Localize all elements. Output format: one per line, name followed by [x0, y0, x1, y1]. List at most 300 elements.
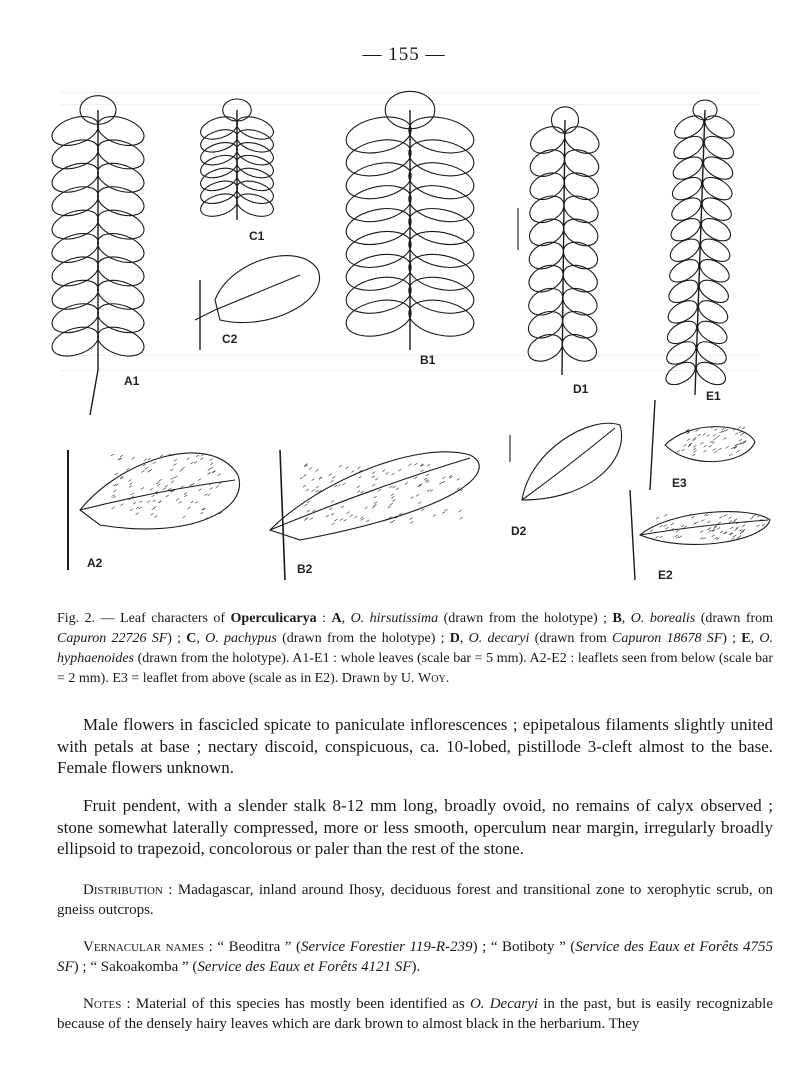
leaflet-b2-hair — [382, 470, 385, 472]
leaflet-e2-hair — [700, 531, 703, 533]
leaflet-b2-hair — [439, 482, 442, 484]
leaf-e1-leaflet — [669, 173, 706, 205]
leaflet-a2-hair — [148, 458, 151, 460]
leaflet-e2-hair — [750, 517, 753, 519]
leaf-a1-leaflet — [94, 298, 148, 338]
leaflet-e2-hair — [707, 528, 710, 530]
leaflet-b2-hair — [351, 470, 354, 472]
leaflet-b2-hair — [307, 510, 310, 512]
leaflet-b2-hair — [365, 507, 368, 509]
leaflet-e2-hair — [664, 525, 667, 527]
leaflet-e3-hair — [722, 428, 725, 430]
caption-species-c: O. pachypus — [205, 631, 277, 646]
leaflet-a2-hair — [126, 468, 129, 470]
leaflet-a2-hair — [170, 469, 173, 471]
leaflet-b2-hair — [361, 518, 364, 520]
vernacular-text-1: : “ Beoditra ” ( — [204, 939, 302, 955]
leaflet-b2-hair — [372, 484, 375, 486]
leaf-a1-leaflet — [94, 228, 148, 268]
leaflet-a2-hair — [151, 513, 154, 515]
leaf-e1-leaflet — [665, 276, 702, 308]
leaf-a1-leaflet — [94, 158, 148, 198]
leaflet-e3-hair — [712, 442, 715, 444]
leaflet-a2-hair — [113, 496, 116, 498]
leaflet-e3-hair — [704, 445, 707, 447]
leaflet-b2-hair — [366, 520, 369, 522]
leaflet-e2-hair — [650, 530, 653, 532]
leaflet-a2-hair — [166, 495, 169, 497]
leaf-a1-leaflet — [94, 252, 148, 292]
leaflet-e2-hair — [733, 535, 736, 537]
leaflet-b2-hair — [396, 488, 399, 490]
label-e3: E3 — [672, 476, 687, 490]
leaflet-b2-hair — [303, 485, 306, 487]
vernacular-text-3: ) ; “ Sakoakomba ” ( — [73, 959, 198, 975]
caption-species-a: O. hirsutissima — [350, 611, 439, 626]
notes-species: O. Decaryi — [469, 996, 539, 1012]
leaf-a1-leaflet — [48, 275, 102, 315]
leaflet-a2-hair — [144, 459, 147, 461]
figure-caption: Fig. 2. — Leaf characters of Operculicarya : A, O. hirsutissima (drawn from the holotype) ; B, O. borealis (drawn from Capuron 22726 SF) ; C, O. pachypus (drawn from the holotype) ; D, O. decaryi (drawn from Capuron 18678 SF) ; E, O. hyphaenoides (drawn from the holotype). A1-E1 : whole leaves (scale bar = 5 mm). A2-E2 : leaflets seen from below (scale bar = 2 mm). E3 = leaflet from above (scale as in E2). Drawn by U. Woy. — [57, 611, 774, 686]
leaflet-e2-rachis — [630, 490, 635, 580]
leaf-a1-leaflet — [94, 135, 148, 175]
leaflet-a2-hair — [116, 484, 119, 486]
leaf-a1-leaflet — [48, 181, 102, 221]
leaflet-a2-hair — [147, 501, 150, 503]
leaflet-a2-hair — [216, 486, 219, 488]
leaflet-a2-hair — [141, 471, 144, 473]
label-c1: C1 — [249, 229, 265, 243]
leaflet-b2-hair — [392, 500, 395, 502]
leaflet-a2-hair — [129, 479, 132, 481]
leaflet-e3-hair — [713, 438, 716, 440]
leaflet-e2-hair — [701, 519, 704, 521]
leaflet-a2-hair — [200, 458, 203, 460]
leaflet-b2-hair — [410, 521, 413, 523]
leaflet-b2-hair — [391, 494, 394, 496]
leaflet-a2-hair — [141, 487, 144, 489]
leaflet-e3-hair — [729, 454, 732, 456]
leaf-a1-leaflet — [94, 205, 148, 245]
leaflet-e2-hair — [691, 516, 694, 518]
leaflet-b2-hair — [460, 517, 463, 519]
leaflet-b2-hair — [329, 508, 332, 510]
leaf-a1-leaflet — [48, 135, 102, 175]
leaflet-e2-hair — [717, 528, 720, 530]
leaflet-b2-hair — [410, 518, 413, 520]
leaflet-e2-hair — [664, 514, 667, 516]
leaflet-b2-hair — [304, 504, 307, 506]
leaflet-b2-midrib — [270, 458, 470, 530]
caption-species-e: O. hyphaenoides — [57, 631, 773, 666]
leaflet-e3-hair — [714, 451, 717, 453]
leaflet-a2-hair — [171, 481, 174, 483]
caption-key-d: D — [449, 631, 460, 646]
leaflet-e3-hair — [693, 445, 696, 447]
leaflet-e3-hair — [719, 448, 722, 450]
leaflet-b2-hair — [393, 486, 396, 488]
leaflet-a2-hair — [163, 488, 166, 490]
leaflet-a2-hair — [204, 494, 207, 496]
leaf-e1-leaflet — [667, 214, 704, 246]
leaflet-a2-hair — [154, 516, 157, 518]
distribution-heading: Distribution — [83, 882, 163, 898]
leaflet-b2-hair — [390, 486, 393, 488]
leaf-a1-petiole — [90, 370, 98, 415]
leaflet-b2-hair — [350, 515, 353, 517]
paragraph-notes — [57, 994, 773, 1034]
leaflet-a2-hair — [210, 463, 213, 465]
leaflet-e3-hair — [692, 454, 695, 456]
leaflet-a2-hair — [200, 512, 203, 514]
leaflet-b2-rachis — [280, 450, 285, 580]
leaflet-a2-hair — [159, 479, 162, 481]
leaflet-a2-hair — [153, 507, 156, 509]
leaflet-b2-hair — [390, 503, 393, 505]
leaflet-e3-hair — [709, 445, 712, 447]
leaflet-e3-hair — [710, 441, 713, 443]
leaflet-a2-hair — [111, 454, 114, 456]
leaflet-b2-hair — [411, 497, 414, 499]
leaflet-b2-hair — [330, 480, 333, 482]
leaflet-b2-hair — [316, 486, 319, 488]
leaflet-e2-hair — [695, 522, 698, 524]
page-number: — 155 — — [362, 44, 446, 65]
leaflet-b2-hair — [316, 490, 319, 492]
leaflet-b2-hair — [442, 512, 445, 514]
leaflet-b2-hair — [427, 490, 430, 492]
leaflet-e2-hair — [676, 536, 679, 538]
leaflet-b2-hair — [375, 478, 378, 480]
leaflet-a2-hair — [184, 493, 187, 495]
leaflet-e2-hair — [681, 525, 684, 527]
leaflet-a2-hair — [153, 462, 156, 464]
caption-artist: Woy — [418, 671, 446, 686]
leaflet-e2-hair — [731, 538, 734, 540]
leaflet-a2-hair — [207, 472, 210, 474]
leaflet-b2-hair — [306, 489, 309, 491]
leaflet-b2-hair — [341, 506, 344, 508]
leaflet-e2-hair — [704, 514, 707, 516]
leaflet-a2-hair — [132, 457, 135, 459]
leaflet-a2-hair — [176, 499, 179, 501]
leaflet-e2-hair — [671, 523, 674, 525]
leaflet-a2-hair — [112, 507, 115, 509]
notes-text-1: : Material of this species has mostly been identified as — [121, 996, 470, 1012]
leaflet-b2-hair — [309, 467, 312, 469]
label-a2: A2 — [87, 556, 103, 570]
leaf-e1-leaflet — [663, 337, 700, 369]
leaf-e1-leaflet — [667, 234, 704, 266]
leaflet-b2-hair — [457, 478, 460, 480]
leaflet-e2-hair — [762, 524, 765, 526]
leaflet-a2-hair — [149, 469, 152, 471]
leaflet-b2-hair — [418, 502, 421, 504]
leaflet-b2-hair — [408, 464, 411, 466]
leaflet-b2-hair — [340, 519, 343, 521]
leaflet-a2-hair — [165, 485, 168, 487]
leaflet-b2-hair — [405, 482, 408, 484]
leaflet-e2-blade — [640, 512, 770, 545]
leaflet-b2-hair — [414, 463, 417, 465]
caption-key-b: B — [612, 611, 622, 626]
leaf-e1-leaflet — [664, 296, 701, 328]
leaflet-a2-hair — [136, 507, 139, 509]
label-b2: B2 — [297, 562, 313, 576]
leaf-a1-leaflet — [48, 111, 102, 151]
leaflet-e2-hair — [734, 519, 737, 521]
leaflet-b2-hair — [359, 476, 362, 478]
leaflet-e2-hair — [752, 515, 755, 517]
leaflet-a2-hair — [152, 495, 155, 497]
leaflet-e3-hair — [684, 444, 687, 446]
leaflet-b2-hair — [374, 502, 377, 504]
leaflet-b2-hair — [326, 515, 329, 517]
leaflet-b2-hair — [303, 474, 306, 476]
leaflet-a2-hair — [174, 459, 177, 461]
leaflet-a2-hair — [139, 501, 142, 503]
leaflet-a2-hair — [129, 483, 132, 485]
leaflet-a2-midrib — [80, 480, 235, 510]
leaflet-b2-hair — [425, 480, 428, 482]
leaflet-e2-hair — [706, 514, 709, 516]
label-d1: D1 — [573, 382, 589, 396]
leaflet-c2-midrib — [195, 275, 300, 320]
leaflet-e3-hair — [713, 434, 716, 436]
leaflet-a2-hair — [112, 495, 115, 497]
leaflet-a2-hair — [191, 501, 194, 503]
leaflet-e3-hair — [682, 449, 685, 451]
leaflet-b2-hair — [312, 479, 315, 481]
leaf-e1-leaflet — [668, 193, 705, 225]
leaflet-a2-hair — [210, 458, 213, 460]
leaflet-e2-hair — [757, 525, 760, 527]
leaflet-e3-hair — [695, 430, 698, 432]
caption-prefix: Fig. 2. — Leaf characters of — [57, 611, 231, 626]
leaf-a1-leaflet — [48, 228, 102, 268]
leaflet-a2-hair — [218, 474, 221, 476]
leaflet-b2-hair — [374, 496, 377, 498]
leaf-a1-leaflet — [48, 298, 102, 338]
leaflet-e2-hair — [718, 522, 721, 524]
paragraph-vernacular-names — [57, 937, 773, 977]
label-a1: A1 — [124, 374, 140, 388]
leaflet-e3-hair — [713, 449, 716, 451]
leaflet-a2-hair — [191, 462, 194, 464]
leaflet-a2-hair — [168, 488, 171, 490]
leaflet-e3-hair — [742, 427, 745, 429]
leaflet-e2-hair — [676, 530, 679, 532]
leaflet-b2-hair — [426, 480, 429, 482]
leaflet-b2-hair — [334, 519, 337, 521]
leaflet-a2-hair — [136, 513, 139, 515]
leaflet-e2-hair — [728, 517, 731, 519]
leaflet-b2-hair — [378, 489, 381, 491]
leaflet-e3-hair — [720, 431, 723, 433]
leaflet-b2-hair — [358, 467, 361, 469]
leaflet-e3-hair — [687, 439, 690, 441]
leaflet-b2-hair — [354, 516, 357, 518]
leaflet-e2-hair — [659, 536, 662, 538]
leaflet-e2-hair — [724, 514, 727, 516]
leaflet-a2-hair — [196, 455, 199, 457]
leaflet-e3-hair — [703, 450, 706, 452]
leaflet-e3-hair — [735, 433, 738, 435]
leaflet-b2-hair — [390, 521, 393, 523]
caption-end: . — [445, 671, 450, 686]
vernacular-source-1: Service Forestier 119-R-239 — [301, 939, 473, 955]
leaflet-e2-hair — [684, 526, 687, 528]
leaf-e1-leaflet — [669, 152, 706, 184]
leaflet-b2-hair — [310, 518, 313, 520]
leaflet-a2-hair — [139, 507, 142, 509]
leaflet-e3-hair — [726, 446, 729, 448]
leaflet-e2-hair — [660, 525, 663, 527]
leaflet-e3-hair — [717, 435, 720, 437]
leaflet-b2-hair — [426, 474, 429, 476]
leaflet-a2-hair — [157, 484, 160, 486]
leaflet-a2-hair — [129, 485, 132, 487]
leaflet-a2-hair — [198, 479, 201, 481]
leaflet-b2-hair — [300, 477, 303, 479]
leaflet-a2-hair — [115, 473, 118, 475]
leaflet-a2-hair — [113, 484, 116, 486]
leaflet-e2-hair — [720, 531, 723, 533]
leaflet-b2-hair — [398, 469, 401, 471]
leaf-e1-leaflet — [666, 255, 703, 287]
label-b1: B1 — [420, 353, 436, 367]
leaf-a1-leaflet — [94, 111, 148, 151]
paragraph-distribution — [57, 880, 773, 920]
caption-key-e: E — [741, 631, 751, 646]
leaflet-b2-hair — [421, 470, 424, 472]
leaflet-a2-hair — [174, 476, 177, 478]
leaflet-e3-hair — [694, 450, 697, 452]
leaflet-e2-hair — [708, 530, 711, 532]
leaflet-b2-hair — [312, 490, 315, 492]
caption-close-d: ) ; — [722, 631, 742, 646]
leaflet-a2-hair — [186, 458, 189, 460]
leaflet-b2-hair — [307, 501, 310, 503]
leaflet-a2-hair — [194, 461, 197, 463]
leaflet-c2-blade — [215, 256, 320, 323]
leaflet-e2-hair — [719, 516, 722, 518]
leaf-a1-leaflet — [48, 158, 102, 198]
leaflet-a2-hair — [208, 494, 211, 496]
caption-note-c: (drawn from the holotype) ; — [276, 631, 450, 646]
caption-key-a: A — [331, 611, 342, 626]
leaflet-a2-hair — [120, 455, 123, 457]
leaflet-b2-hair — [392, 473, 395, 475]
caption-note-e: (drawn from the holotype). A1-E1 : whole leaves (scale bar = 5 mm). A2-E2 : leaflets seen from below (scale bar = 2 mm). E3 = leaflet from above (scale as in E2). Drawn by U. — [57, 651, 773, 686]
caption-collector-b: Capuron 22726 SF — [57, 631, 168, 646]
leaflet-e2-hair — [656, 517, 659, 519]
label-e1: E1 — [706, 389, 721, 403]
leaflet-b2-hair — [346, 467, 349, 469]
leaflet-a2-hair — [179, 501, 182, 503]
leaflet-e2-hair — [740, 532, 743, 534]
leaflet-b2-hair — [346, 512, 349, 514]
leaflet-e2-hair — [707, 521, 710, 523]
leaf-a1-leaflet — [48, 252, 102, 292]
leaflet-e3-blade — [665, 427, 755, 462]
caption-note-b: (drawn from — [695, 611, 774, 626]
leaflet-b2-hair — [315, 469, 318, 471]
vernacular-text-4: ). — [411, 959, 421, 975]
leaflet-a2-hair — [181, 486, 184, 488]
leaf-a1-leaflet — [48, 322, 102, 362]
label-d2: D2 — [511, 524, 527, 538]
leaflet-b2-hair — [414, 477, 417, 479]
leaflet-a2-hair — [143, 464, 146, 466]
leaflet-a2-hair — [184, 495, 187, 497]
leaflet-b2-hair — [332, 523, 335, 525]
leaflet-e2-hair — [712, 535, 715, 537]
leaflet-b2-hair — [442, 481, 445, 483]
paragraph-male-flowers: Male flowers in fascicled spicate to paniculate inflorescences ; epipetalous filaments slightly united with petals at base ; nectary discoid, conspicuous, ca. 10-lobed, pistillode 3-cleft almost to the base. Female flowers unknown. — [57, 715, 773, 777]
leaflet-b2-hair — [416, 494, 419, 496]
leaflet-e3-hair — [739, 439, 742, 441]
notes-text-2: in the past, but is easily recognizable because of the densely hairy leaves which are dark brown to almost black in the herbarium. They — [57, 996, 773, 1032]
leaflet-b2-hair — [445, 509, 448, 511]
leaflet-b2-hair — [360, 517, 363, 519]
leaflet-b2-hair — [331, 513, 334, 515]
leaflet-a2-hair — [195, 501, 198, 503]
leaf-e1-leaflet — [670, 132, 707, 164]
leaflet-b2-hair — [433, 515, 436, 517]
caption-species-b: O. borealis — [630, 611, 696, 626]
vernacular-source-3: Service des Eaux et Forêts 4121 SF — [197, 959, 412, 975]
leaflet-e2-hair — [665, 527, 668, 529]
leaflet-b2-hair — [361, 491, 364, 493]
leaflet-b2-hair — [391, 496, 394, 498]
notes-heading: Notes — [83, 996, 122, 1012]
leaflet-e3-hair — [738, 427, 741, 429]
leaflet-b2-hair — [331, 500, 334, 502]
caption-key-c: C — [186, 631, 197, 646]
leaflet-b2-hair — [329, 473, 332, 475]
figure-leaf-drawings — [0, 70, 808, 610]
leaf-a1-leaflet — [48, 205, 102, 245]
label-e2: E2 — [658, 568, 673, 582]
leaflet-a2-hair — [199, 489, 202, 491]
leaflet-b2-hair — [338, 484, 341, 486]
leaflet-b2-hair — [372, 472, 375, 474]
caption-genus: Operculicarya — [230, 611, 317, 626]
caption-note-d: (drawn from — [529, 631, 612, 646]
leaflet-e2-hair — [679, 536, 682, 538]
leaflet-a2-hair — [133, 502, 136, 504]
leaf-e1-leaflet — [664, 317, 701, 349]
leaflet-a2-hair — [171, 478, 174, 480]
leaflet-b2-hair — [399, 513, 402, 515]
leaflet-e3-hair — [700, 442, 703, 444]
leaf-a1-leaflet — [94, 322, 148, 362]
leaflet-e3-hair — [706, 435, 709, 437]
leaflet-a2-hair — [130, 509, 133, 511]
leaflet-a2-hair — [182, 467, 185, 469]
leaflet-e2-hair — [729, 521, 732, 523]
leaflet-e3-hair — [693, 448, 696, 450]
leaflet-b2-hair — [342, 483, 345, 485]
leaflet-e3-rachis — [650, 400, 655, 490]
leaflet-b2-hair — [421, 509, 424, 511]
leaflet-b2-hair — [343, 519, 346, 521]
caption-note-a: (drawn from the holotype) ; — [438, 611, 613, 626]
leaflet-d2-midrib — [522, 428, 615, 500]
leaflet-b2-hair — [459, 510, 462, 512]
leaflet-b2-hair — [372, 476, 375, 478]
